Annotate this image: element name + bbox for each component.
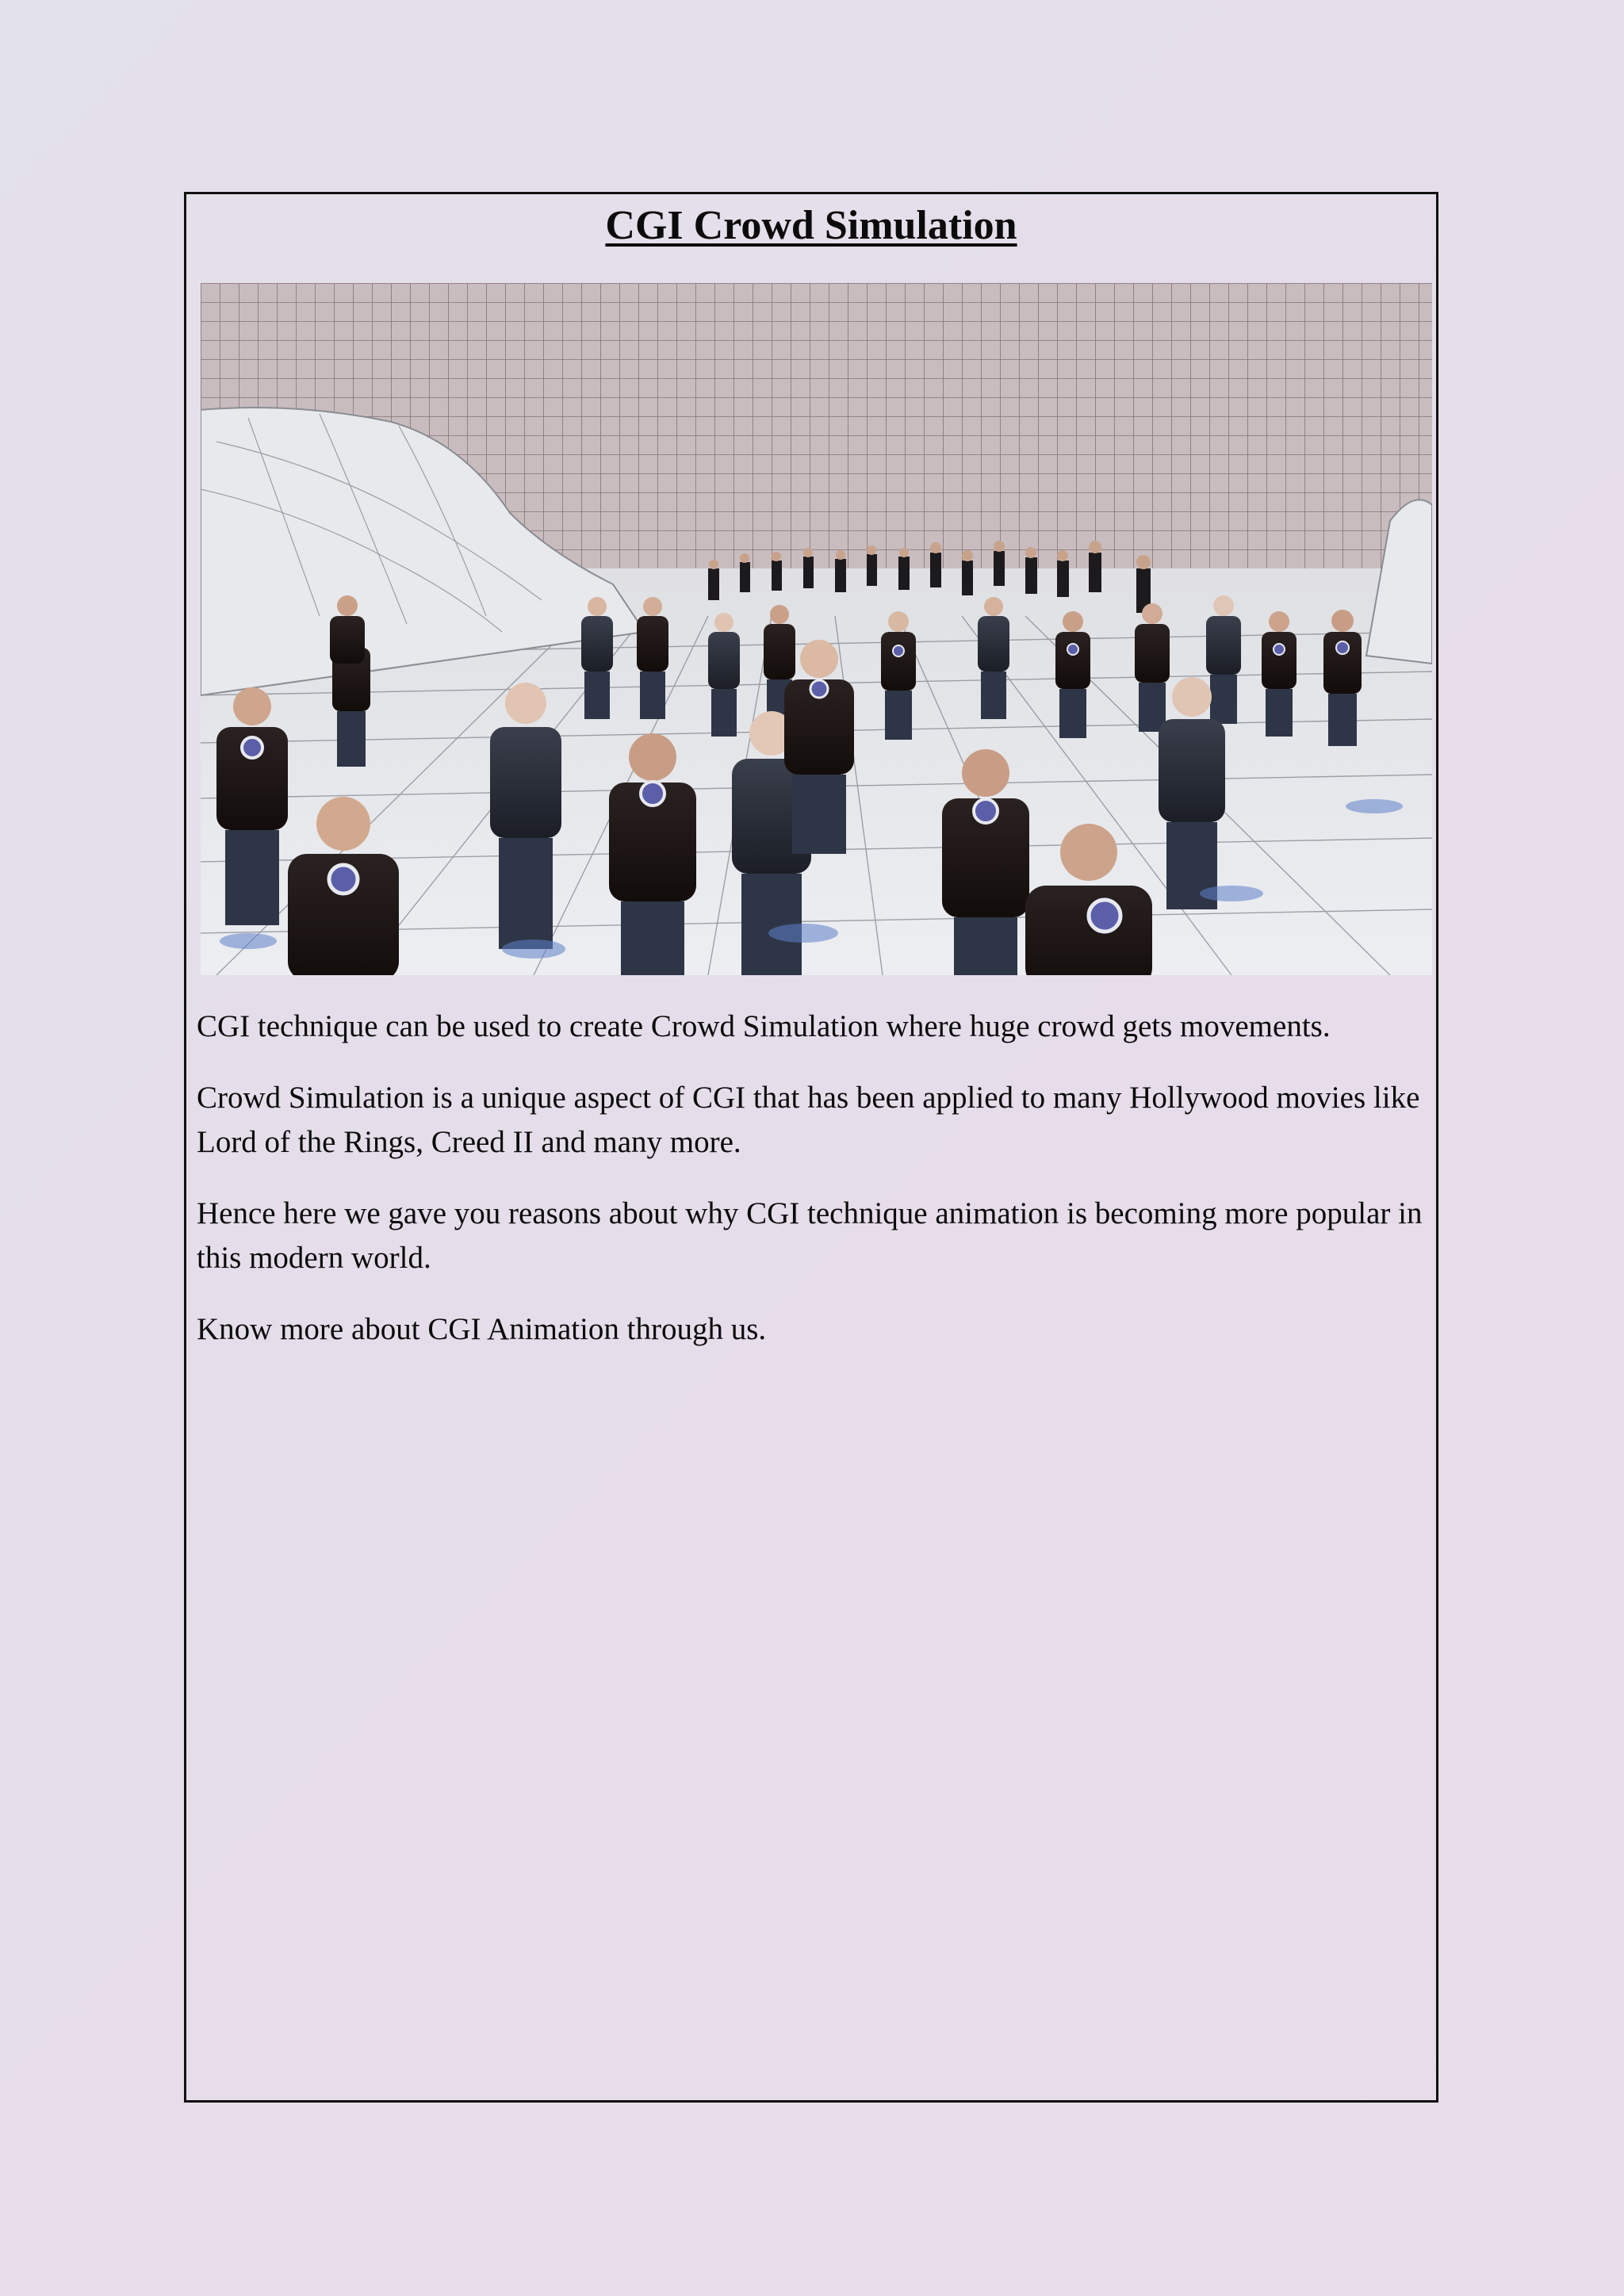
- page-title: CGI Crowd Simulation: [605, 203, 1017, 248]
- paragraph-2: Crowd Simulation is a unique aspect of CGI that has been applied to many Hollywood movies like Lord of the Rings, Creed II and many more.: [197, 1081, 1420, 1159]
- document-frame: [184, 192, 1438, 2103]
- crowd-simulation-image: [201, 283, 1432, 975]
- paragraph-4: Know more about CGI Animation through us.: [197, 1312, 767, 1346]
- paragraph-1: CGI technique can be used to create Crowd Simulation where huge crowd gets movements.: [197, 1009, 1331, 1043]
- body-text: [197, 1004, 1434, 1379]
- paragraph-3: Hence here we gave you reasons about why CGI technique animation is becoming more popular in this modern world.: [197, 1196, 1423, 1275]
